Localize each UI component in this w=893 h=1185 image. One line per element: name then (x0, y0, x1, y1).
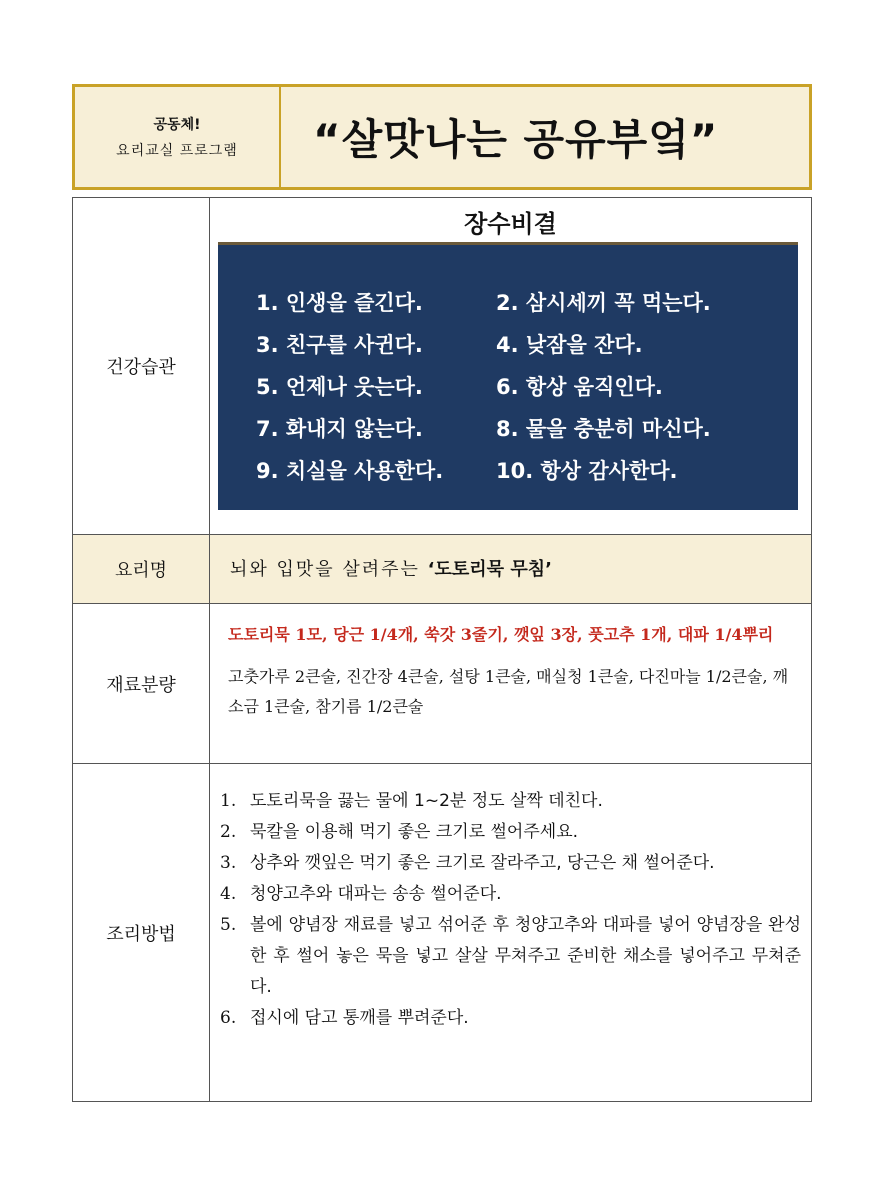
step-text: 도토리묵을 끓는 물에 1~2분 정도 살짝 데친다. (250, 791, 603, 811)
step-number: 5. (220, 915, 237, 935)
program-info (75, 87, 281, 187)
habit-item: 3. 친구를 사귄다. (256, 333, 423, 357)
habit-item: 1. 인생을 즐긴다. (256, 291, 423, 315)
main-ingredients: 도토리묵 1모, 당근 1/4개, 쑥갓 3줄기, 깻잎 3장, 풋고추 1개, 대파 1/4뿌리 (228, 625, 774, 644)
habits-label: 건강습관 (73, 198, 210, 535)
method-row (73, 764, 812, 1102)
method-step (220, 817, 801, 848)
page-title: “살맛나는 공유부엌” (313, 115, 719, 164)
step-text: 청양고추와 대파는 송송 썰어준다. (250, 884, 502, 904)
ingredients-cell (210, 604, 812, 764)
step-number: 4. (220, 884, 237, 904)
habits-panel (218, 242, 798, 510)
method-step (220, 879, 801, 910)
step-text: 묵칼을 이용해 먹기 좋은 크기로 썰어주세요. (250, 822, 579, 842)
step-number: 1. (220, 791, 237, 811)
habits-title: 장수비결 (464, 210, 557, 238)
community-label: 공동체! (153, 117, 201, 133)
habit-item: 10. 항상 감사한다. (496, 459, 678, 483)
dish-prefix: 뇌와 입맛을 살려주는 (230, 559, 420, 580)
dish-name: ‘도토리묵 무침’ (427, 559, 552, 580)
habit-item: 9. 치실을 사용한다. (256, 459, 444, 483)
habits-cell (210, 198, 812, 535)
recipe-table (72, 197, 812, 1102)
dish-text (210, 535, 811, 581)
habit-item: 2. 삼시세끼 꼭 먹는다. (496, 291, 711, 315)
method-cell (210, 764, 812, 1102)
habit-item: 4. 낮잠을 잔다. (496, 333, 643, 357)
habit-item: 7. 화내지 않는다. (256, 417, 423, 441)
habit-item: 5. 언제나 웃는다. (256, 375, 423, 399)
step-text: 볼에 양념장 재료를 넣고 섞어준 후 청양고추와 대파를 넣어 양념장을 완성한 후 썰어 놓은 묵을 넣고 살살 무쳐주고 준비한 채소를 넣어주고 무쳐준다. (250, 915, 801, 997)
step-number: 6. (220, 1008, 237, 1028)
ingredients-row (73, 604, 812, 764)
method-label: 조리방법 (73, 764, 210, 1102)
step-number: 2. (220, 822, 237, 842)
habit-item: 8. 물을 충분히 마신다. (496, 417, 711, 441)
program-label: 요리교실 프로그램 (116, 143, 238, 159)
method-step (220, 848, 801, 879)
seasoning-ingredients: 고춧가루 2큰술, 진간장 4큰술, 설탕 1큰술, 매실청 1큰술, 다진마늘 1/2큰술, 깨소금 1큰술, 참기름 1/2큰술 (228, 667, 789, 716)
dish-label: 요리명 (73, 535, 210, 604)
dish-row (73, 535, 812, 604)
step-text: 접시에 담고 통깨를 뿌려준다. (250, 1008, 469, 1028)
method-step (220, 910, 801, 1003)
habit-item: 6. 항상 움직인다. (496, 375, 663, 399)
method-step (220, 786, 801, 817)
method-step (220, 1003, 801, 1034)
ingredients-content (210, 604, 811, 722)
step-number: 3. (220, 853, 237, 873)
program-header (72, 84, 812, 190)
ingredients-label: 재료분량 (73, 604, 210, 764)
method-steps (210, 764, 811, 1034)
step-text: 상추와 깻잎은 먹기 좋은 크기로 잘라주고, 당근은 채 썰어준다. (250, 853, 715, 873)
dish-cell (210, 535, 812, 604)
habits-row (73, 198, 812, 535)
